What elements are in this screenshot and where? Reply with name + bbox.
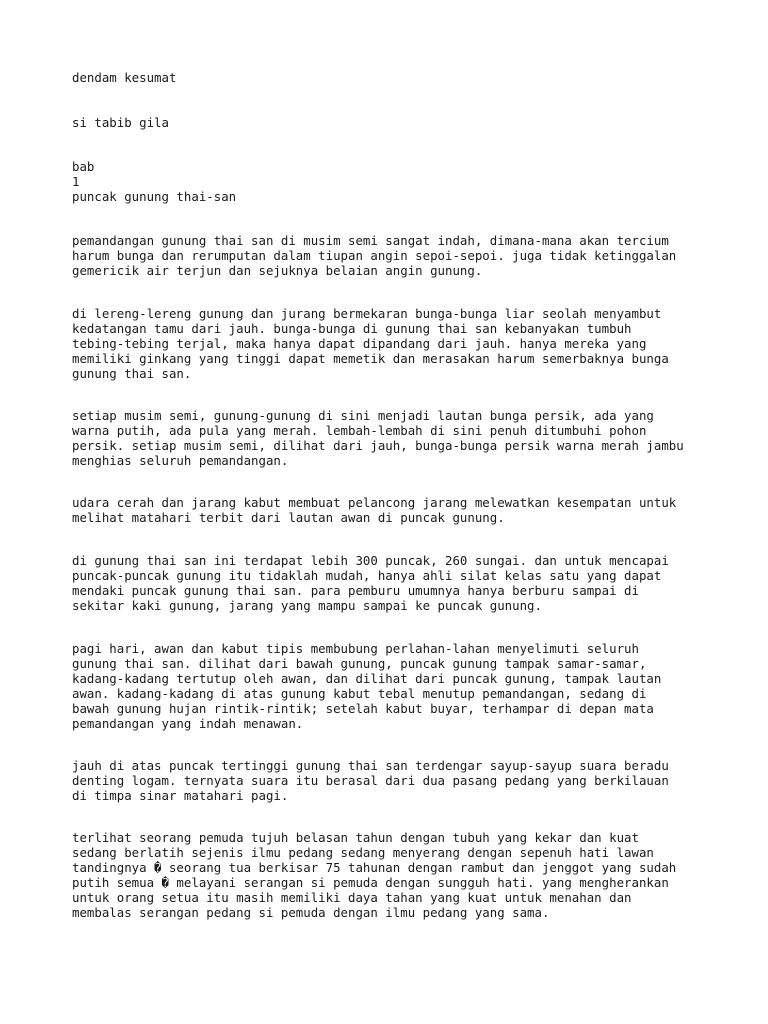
paragraph-line: awan. kadang-kadang di atas gunung kabut tebal menutup pemandangan, sedang di [72,686,647,701]
paragraph-line: jauh di atas puncak tertinggi gunung thai san terdengar sayup-sayup suara beradu [72,758,669,773]
chapter-label: bab [72,159,95,174]
paragraph-line: sekitar kaki gunung, jarang yang mampu sampai ke puncak gunung. [72,598,542,613]
chapter-title: puncak gunung thai-san [72,189,237,204]
chapter-number: 1 [72,174,80,189]
document-title: dendam kesumat [72,70,177,85]
paragraph-line: membalas serangan pedang si pemuda dengan ilmu pedang yang sama. [72,905,550,920]
paragraph-line: gunung thai san. dilihat dari bawah gunung, puncak gunung tampak samar-samar, [72,656,647,671]
paragraph-line: melihat matahari terbit dari lautan awan di puncak gunung. [72,510,505,525]
paragraph-line: tandingnya � seorang tua berkisar 75 tahunan dengan rambut dan jenggot yang sudah [72,860,677,875]
paragraph-2 [72,306,712,381]
paragraph-line: harum bunga dan rerumputan dalam tiupan angin sepoi-sepoi. juga tidak ketinggalan [72,248,677,263]
paragraph-line: di gunung thai san ini terdapat lebih 300 puncak, 260 sungai. dan untuk mencapai [72,553,669,568]
paragraph-line: terlihat seorang pemuda tujuh belasan tahun dengan tubuh yang kekar dan kuat [72,830,639,845]
paragraph-line: gunung thai san. [72,366,192,381]
paragraph-7 [72,758,712,803]
paragraph-line: pemandangan yang indah menawan. [72,716,304,731]
paragraph-line: sedang berlatih sejenis ilmu pedang sedang menyerang dengan sepenuh hati lawan [72,845,654,860]
paragraph-line: pagi hari, awan dan kabut tipis membubung perlahan-lahan menyelimuti seluruh [72,641,639,656]
paragraph-line: di timpa sinar matahari pagi. [72,788,289,803]
paragraph-5 [72,553,712,613]
paragraph-1 [72,233,712,278]
paragraph-line: menghias seluruh pemandangan. [72,453,289,468]
paragraph-line: kadang-kadang tertutup oleh awan, dan dilihat dari puncak gunung, tampak lautan [72,671,662,686]
paragraph-line: puncak-puncak gunung itu tidaklah mudah, hanya ahli silat kelas satu yang dapat [72,568,662,583]
paragraph-line: persik. setiap musim semi, dilihat dari jauh, bunga-bunga persik warna merah jambu [72,438,684,453]
paragraph-line: pemandangan gunung thai san di musim semi sangat indah, dimana-mana akan tercium [72,233,669,248]
paragraph-line: di lereng-lereng gunung dan jurang bermekaran bunga-bunga liar seolah menyambut [72,306,662,321]
paragraph-line: memiliki ginkang yang tinggi dapat memetik dan merasakan harum semerbaknya bunga [72,351,669,366]
document-subtitle: si tabib gila [72,115,169,130]
paragraph-line: tebing-tebing terjal, maka hanya dapat dipandang dari jauh. hanya mereka yang [72,336,647,351]
paragraph-8 [72,830,712,920]
paragraph-6 [72,641,712,731]
paragraph-line: udara cerah dan jarang kabut membuat pelancong jarang melewatkan kesempatan untuk [72,495,677,510]
paragraph-line: setiap musim semi, gunung-gunung di sini menjadi lautan bunga persik, ada yang [72,408,654,423]
paragraph-line: bawah gunung hujan rintik-rintik; setelah kabut buyar, terhampar di depan mata [72,701,654,716]
paragraph-line: warna putih, ada pula yang merah. lembah-lembah di sini penuh ditumbuhi pohon [72,423,647,438]
paragraph-line: kedatangan tamu dari jauh. bunga-bunga di gunung thai san kebanyakan tumbuh [72,321,632,336]
paragraph-3 [72,408,712,468]
paragraph-line: putih semua � melayani serangan si pemuda dengan sungguh hati. yang mengherankan [72,875,669,890]
paragraph-line: untuk orang setua itu masih memiliki daya tahan yang kuat untuk menahan dan [72,890,632,905]
paragraph-line: denting logam. ternyata suara itu berasal dari dua pasang pedang yang berkilauan [72,773,669,788]
paragraph-line: mendaki puncak gunung thai san. para pemburu umumnya hanya berburu sampai di [72,583,639,598]
paragraph-4 [72,495,712,525]
paragraph-line: gemericik air terjun dan sejuknya belaian angin gunung. [72,263,483,278]
